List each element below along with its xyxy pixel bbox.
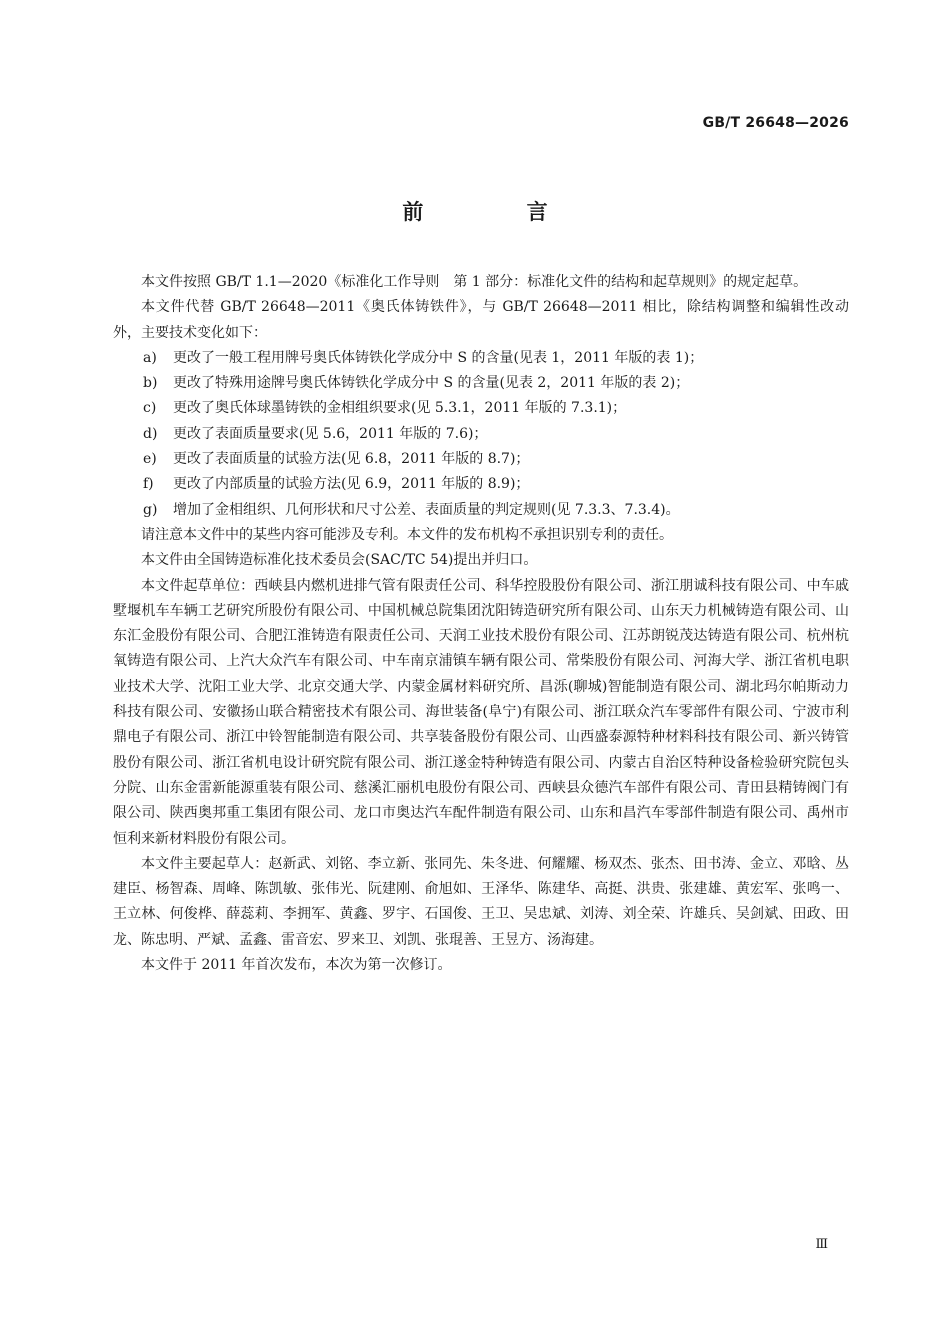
standard-number: GB/T 26648—2026 (702, 115, 849, 131)
page-number: Ⅲ (815, 1237, 828, 1252)
list-marker: b) (143, 375, 158, 392)
paragraph-patent-notice: 请注意本文件中的某些内容可能涉及专利。本文件的发布机构不承担识别专利的责任。 (141, 526, 673, 543)
paragraph-history: 本文件于 2011 年首次发布，本次为第一次修订。 (141, 957, 452, 974)
change-text: 更改了表面质量要求(见 5.6，2011 年版的 7.6)； (173, 425, 488, 442)
change-text: 更改了特殊用途牌号奥氏体铸铁化学成分中 S 的含量(见表 2，2011 年版的表 2)； (173, 375, 690, 392)
change-item-c (113, 396, 849, 421)
change-item-a (113, 346, 849, 371)
change-item-e (113, 447, 849, 472)
list-marker: c) (143, 400, 157, 417)
list-marker: a) (143, 349, 157, 366)
change-item-g (113, 498, 849, 523)
change-text: 更改了内部质量的试验方法(见 6.9，2011 年版的 8.9)； (173, 476, 530, 493)
list-marker: g) (143, 501, 158, 518)
paragraph-drafting-units: 本文件起草单位：西峡县内燃机进排气管有限责任公司、科华控股股份有限公司、浙江朋诚科技有限公司、中车戚墅堰机车车辆工艺研究所股份有限公司、中国机械总院集团沈阳铸造研究所有限公司、山东天力机械铸造有限公司、山东汇金股份有限公司、合肥江淮铸造有限责任公司、天润工业技术股份有限公司、江苏朗锐茂达铸造有限公司、杭州杭氧铸造有限公司、上汽大众汽车有限公司、中车南京浦镇车辆有限公司、常柴股份有限公司、河海大学、浙江省机电职业技术大学、沈阳工业大学、北京交通大学、内蒙金属材料研究所、昌泺(聊城)智能制造有限公司、湖北玛尔帕斯动力科技有限公司、安徽扬山联合精密技术有限公司、海世装备(阜宁)有限公司、浙江联众汽车零部件有限公司、宁波市利鼎电子有限公司、浙江中铃智能制造有限公司、共享装备股份有限公司、山西盛泰源特种材料科技有限公司、新兴铸管股份有限公司、浙江省机电设计研究院有限公司、浙江遂金特种铸造有限公司、内蒙古自治区特种设备检验研究院包头分院、山东金雷新能源重装有限公司、慈溪汇丽机电股份有限公司、西峡县众德汽车部件有限公司、青田县精铸阀门有限公司、陕西奥邦重工集团有限公司、龙口市奥达汽车配件制造有限公司、山东和昌汽车零部件制造有限公司、禹州市恒利来新材料股份有限公司。 (113, 577, 849, 847)
list-marker: f) (143, 476, 154, 493)
section-title: 前 言 (402, 200, 596, 224)
change-text: 增加了金相组织、几何形状和尺寸公差、表面质量的判定规则(见 7.3.3、7.3.4)。 (173, 501, 680, 518)
paragraph-committee: 本文件由全国铸造标准化技术委员会(SAC/TC 54)提出并归口。 (141, 552, 538, 569)
change-text: 更改了表面质量的试验方法(见 6.8，2011 年版的 8.7)； (173, 451, 530, 468)
change-text: 更改了一般工程用牌号奥氏体铸铁化学成分中 S 的含量(见表 1，2011 年版的表 1)； (173, 349, 704, 366)
paragraph-replacement: 本文件代替 GB/T 26648—2011《奥氏体铸铁件》，与 GB/T 26648—2011 相比，除结构调整和编辑性改动外，主要技术变化如下： (113, 299, 849, 341)
list-marker: e) (143, 451, 157, 468)
change-item-f (113, 472, 849, 497)
foreword-body (113, 270, 849, 978)
change-item-d (113, 422, 849, 447)
paragraph-drafters: 本文件主要起草人：赵新武、刘铭、李立新、张同先、朱冬进、何耀耀、杨双杰、张杰、田书涛、金立、邓晗、丛建臣、杨智森、周峰、陈凯敏、张伟光、阮建刚、俞旭如、王泽华、陈建华、高挺、洪贵、张建雄、黄宏军、张鸣一、王立林、何俊桦、薛蕊莉、李拥军、黄鑫、罗宇、石国俊、王卫、吴忠斌、刘涛、刘全荣、许雄兵、吴剑斌、田政、田龙、陈忠明、严斌、孟鑫、雷音宏、罗来卫、刘凯、张琨善、王昱方、汤海建。 (113, 855, 849, 948)
change-text: 更改了奥氏体球墨铸铁的金相组织要求(见 5.3.1，2011 年版的 7.3.1)； (173, 400, 627, 417)
paragraph-drafting-rules: 本文件按照 GB/T 1.1—2020《标准化工作导则 第 1 部分：标准化文件的结构和起草规则》的规定起草。 (141, 274, 808, 290)
list-marker: d) (143, 425, 158, 442)
change-item-b (113, 371, 849, 396)
